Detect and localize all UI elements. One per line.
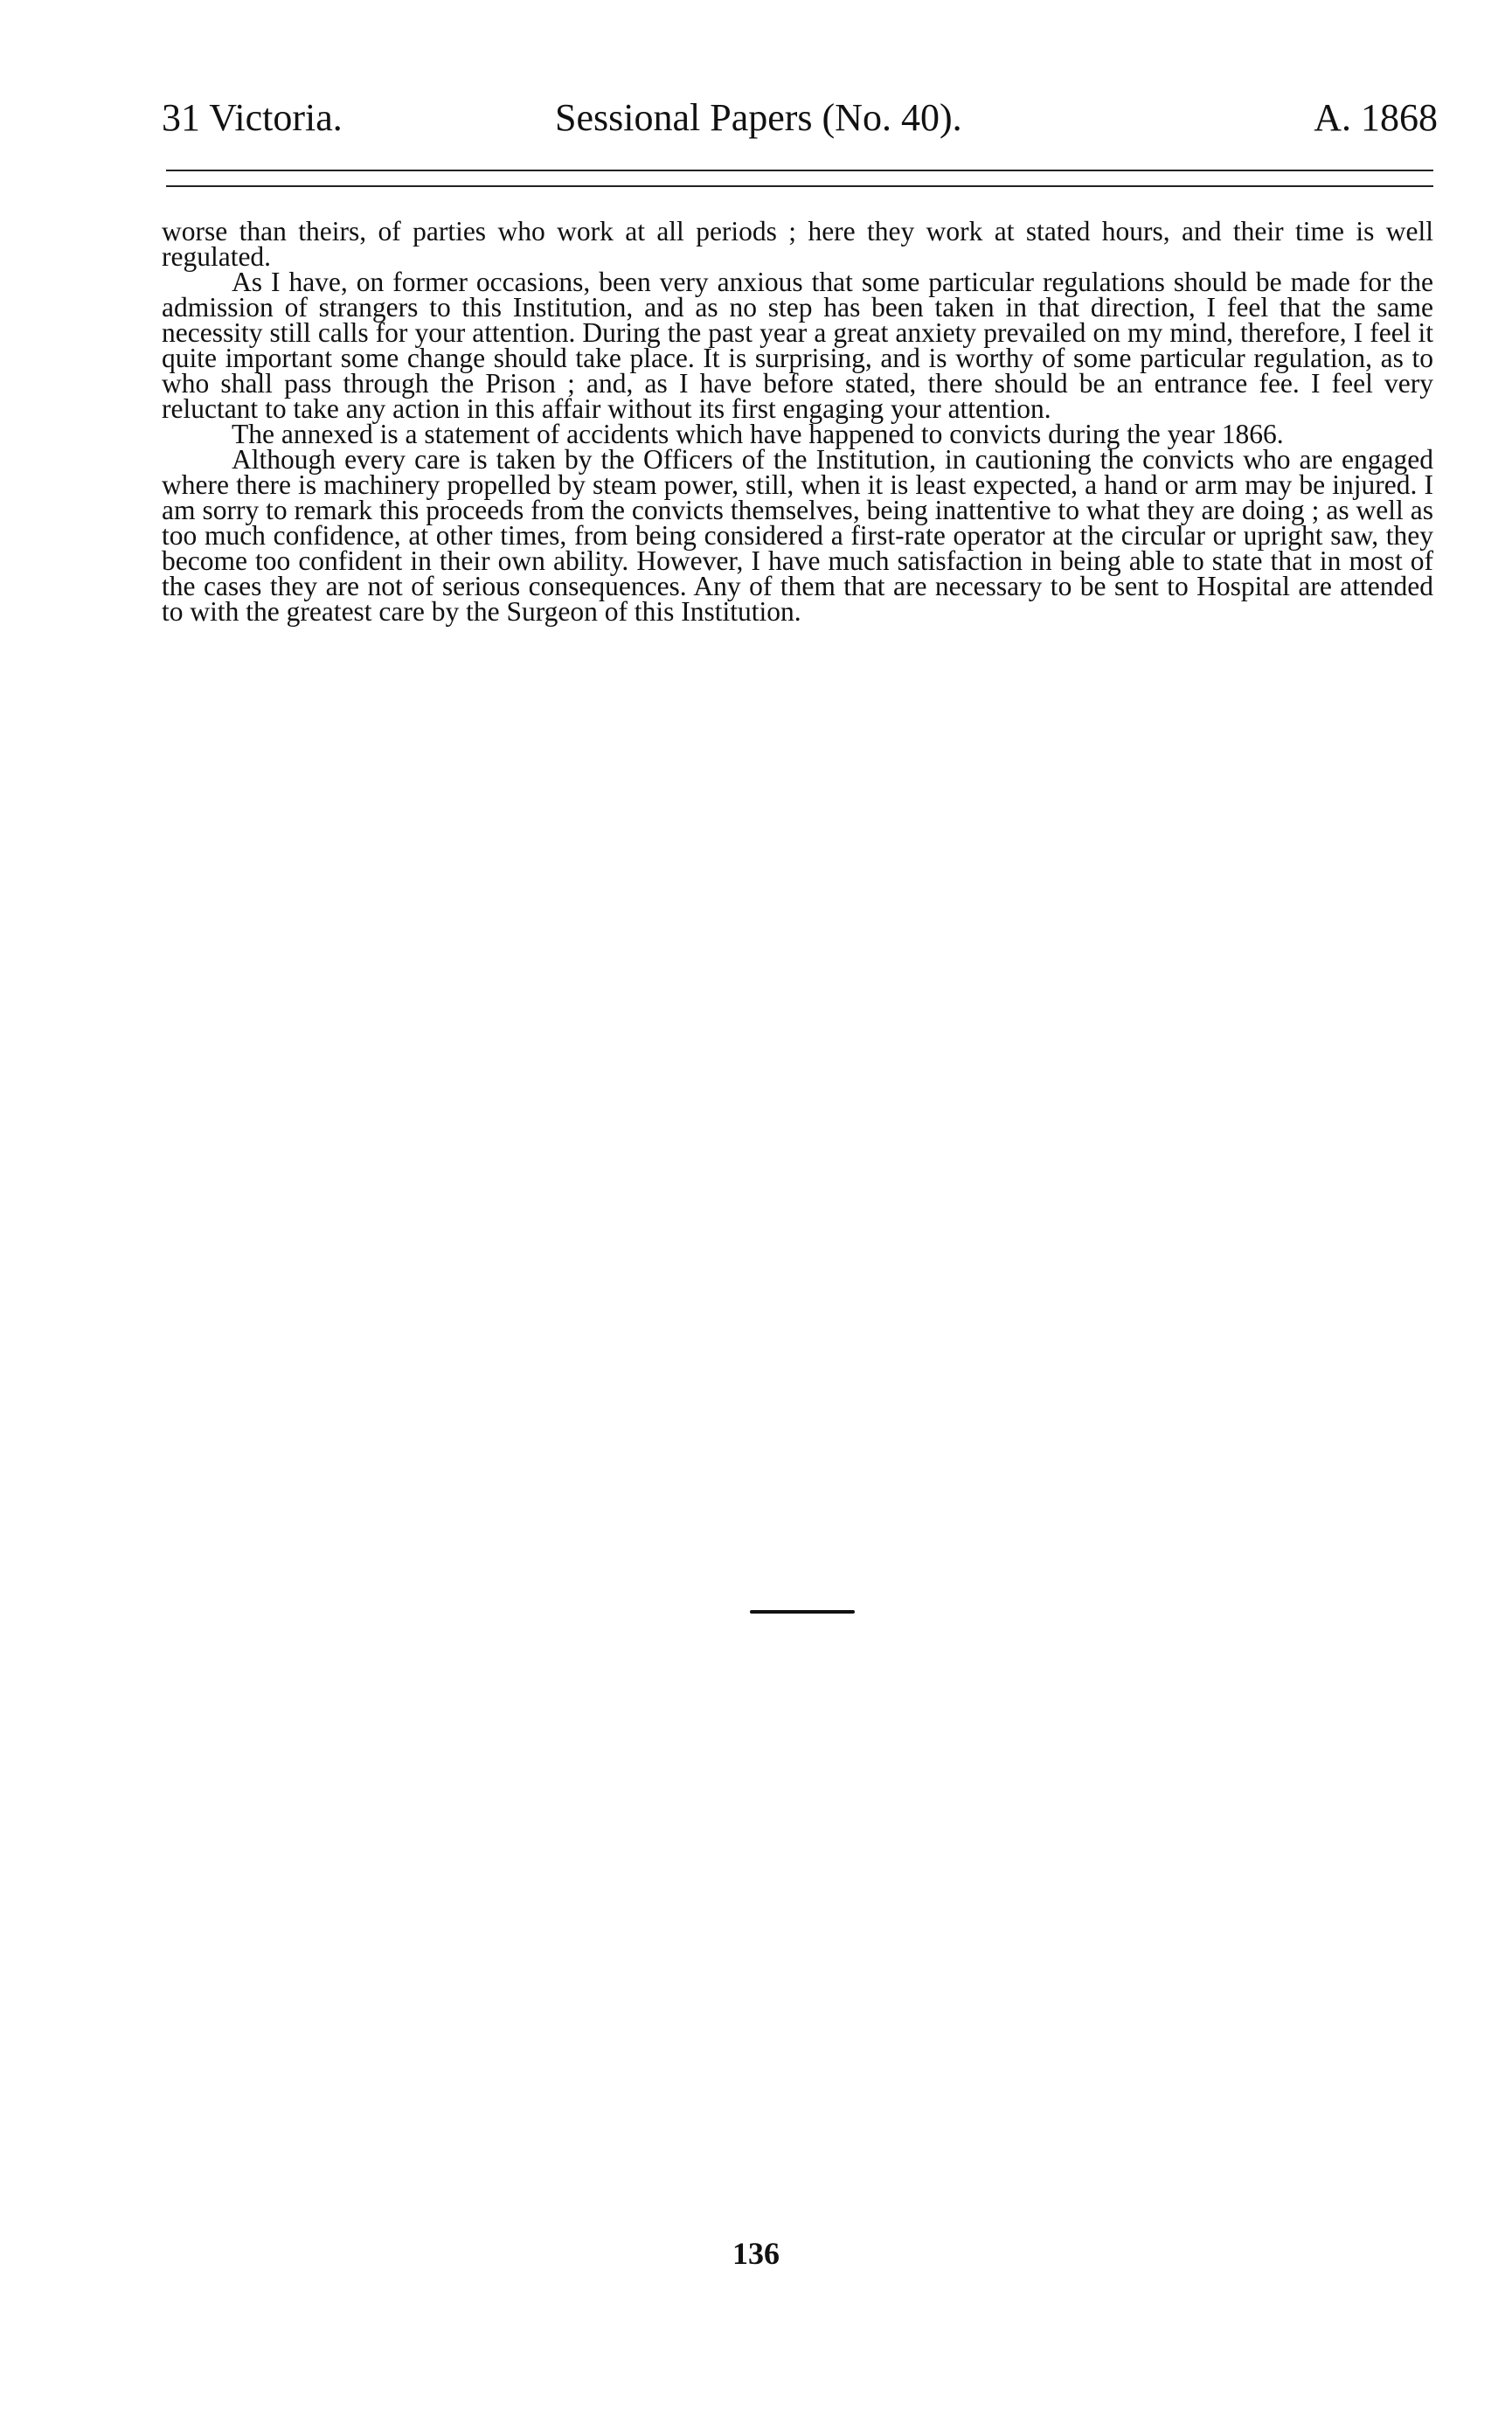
paragraph-continuation: worse than theirs, of parties who work at all periods ; here they work at stated hours, and their time is well regulated. [162,216,1433,272]
body-text [162,216,1433,627]
page-number: 136 [732,2236,780,2271]
header-rule-top [166,170,1433,171]
paragraph-admission-of-strangers: As I have, on former occasions, been very anxious that some particular regulations should be made for the admission of strangers to this Institution, and as no step has been taken in that direction, I feel that the same necessity still calls for your attention. During the past year a great anxiety prevailed on my mind, therefore, I feel it quite important some change should take place. It is surprising, and is worthy of some particular regulation, as to who shall pass through the Prison ; and, as I have before stated, there should be an entrance fee. I feel very reluctant to take any action in this affair without its first engaging your attention. [162,267,1433,424]
page-header [162,87,1438,149]
section-divider [750,1610,855,1614]
paragraph-machinery-cautions: Although every care is taken by the Officers of the Institution, in cautioning the convicts who are engaged where there is machinery propelled by steam power, still, when it is least expected, a hand or arm may be injured. I am sorry to remark this proceeds from the convicts themselves, being inattentive to what they are doing ; as well as too much confidence, at other times, from being considered a first-rate operator at the circular or upright saw, they become too confident in their own ability. However, I have much satisfaction in being able to state that in most of the cases they are not of serious consequences. Any of them that are necessary to be sent to Hospital are attended to with the greatest care by the Surgeon of this Institution. [162,444,1433,627]
paragraph-accidents-statement: The annexed is a statement of accidents which have happened to convicts during the year 1866. [232,419,1284,449]
header-year: A. 1868 [1314,96,1438,139]
header-session: 31 Victoria. [162,96,343,139]
header-rule-bottom [166,185,1433,187]
header-title: Sessional Papers (No. 40). [555,96,962,139]
